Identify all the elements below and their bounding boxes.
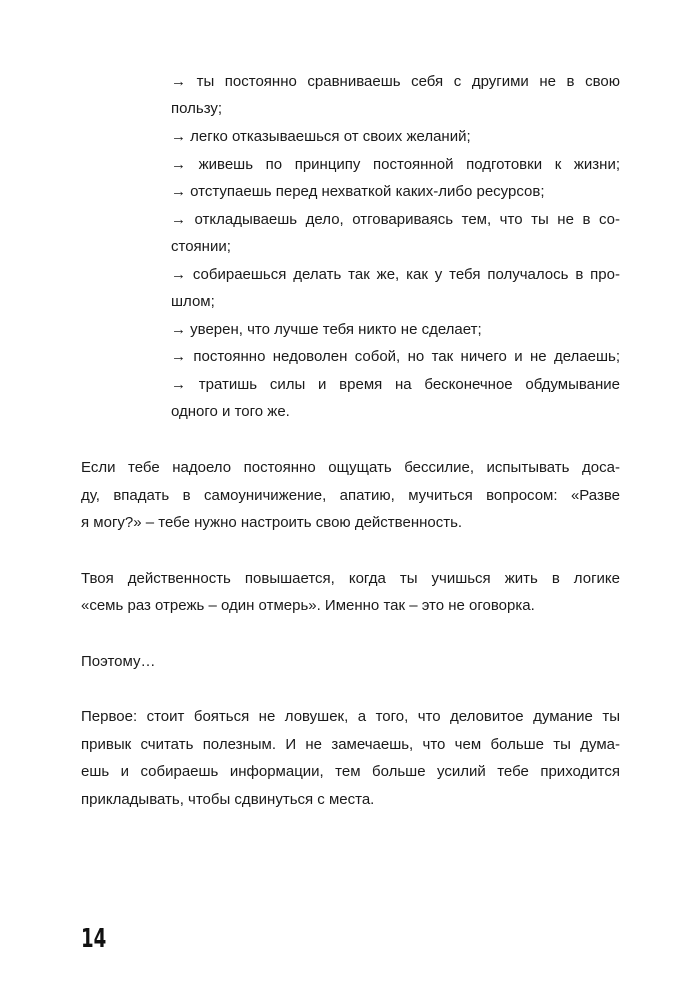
paragraph-line: Поэтому… (81, 653, 156, 670)
paragraph-line: прикладывать, чтобы сдвинуться с места. (81, 791, 375, 808)
paragraph-line: привык считать полезным. И не замечаешь, что чем больше ты дума- (81, 736, 620, 753)
list-line: → легко отказываешься от своих желаний; (171, 128, 471, 145)
list-line: → живешь по принципу постоянной подготовки к жизни; (171, 156, 620, 173)
paragraph-line: я могу?» – тебе нужно настроить свою действенность. (81, 514, 463, 531)
list-line: пользу; (171, 100, 223, 117)
list-line: → отступаешь перед нехваткой каких-либо ресурсов; (171, 183, 545, 200)
paragraph-line: ду, впадать в самоуничижение, апатию, мучиться вопросом: «Разве (81, 487, 620, 504)
paragraph-line: ешь и собираешь информации, тем больше усилий тебе приходится (81, 763, 620, 780)
list-line: → ты постоянно сравниваешь себя с другими не в свою (171, 73, 620, 90)
paragraph-line: Если тебе надоело постоянно ощущать бессилие, испытывать доса- (81, 459, 620, 476)
list-line: стоянии; (171, 238, 231, 255)
list-line: → тратишь силы и время на бесконечное обдумывание (171, 376, 620, 393)
paragraph-line: Твоя действенность повышается, когда ты учишься жить в логике (81, 570, 620, 587)
paragraph-line: Первое: стоит бояться не ловушек, а того, что деловитое думание ты (81, 708, 620, 725)
list-line: → постоянно недоволен собой, но так ничего и не делаешь; (171, 348, 620, 365)
list-line: → собираешься делать так же, как у тебя получалось в про- (171, 266, 620, 283)
list-line: → откладываешь дело, отговариваясь тем, что ты не в со- (171, 211, 620, 228)
paragraph-line: «семь раз отрежь – один отмерь». Именно так – это не оговорка. (81, 597, 535, 614)
page-number: 14 (81, 924, 107, 954)
list-line: одного и того же. (171, 403, 290, 420)
list-line: → уверен, что лучше тебя никто не сделает; (171, 321, 482, 338)
list-line: шлом; (171, 293, 215, 310)
